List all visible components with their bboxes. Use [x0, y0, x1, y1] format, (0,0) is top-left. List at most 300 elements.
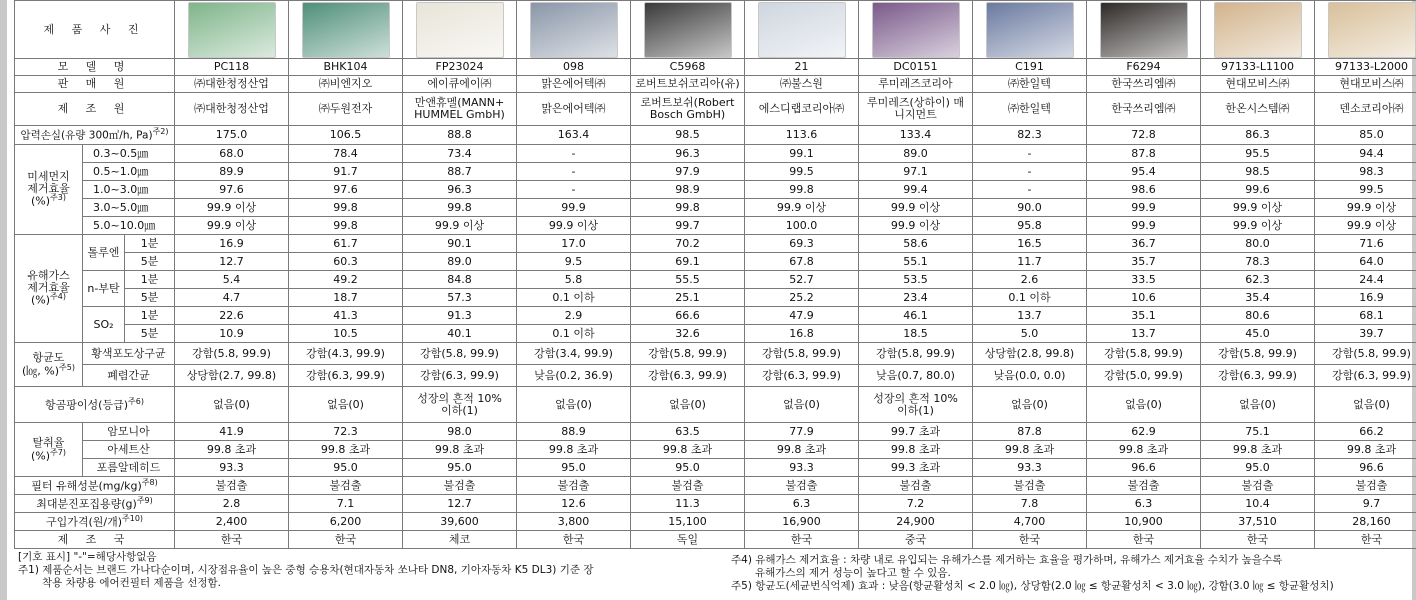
cell-deodor-0-1: 72.3: [289, 423, 403, 441]
cell-gas-2-10: 24.4: [1315, 271, 1416, 289]
cell-deodor-2-9: 95.0: [1201, 459, 1315, 477]
cell-country-6: 중국: [859, 531, 973, 549]
cell-price-5: 16,900: [745, 513, 859, 531]
cell-gas-2-8: 33.5: [1087, 271, 1201, 289]
cell-gas-4-3: 2.9: [517, 307, 631, 325]
table-row: [15, 181, 1416, 199]
cell-price-2: 39,600: [403, 513, 517, 531]
cell-dust-4-4: 99.7: [631, 217, 745, 235]
cell-mold-7: 없음(0): [973, 387, 1087, 423]
cell-deodor-0-7: 87.8: [973, 423, 1087, 441]
cell-dustcap-2: 12.7: [403, 495, 517, 513]
cell-gas-4-7: 13.7: [973, 307, 1087, 325]
cell-model-3: 098: [517, 59, 631, 76]
label-deodor-group: [15, 423, 83, 477]
label-harmful: [15, 477, 175, 495]
cell-dust-3-4: 99.8: [631, 199, 745, 217]
cell-gas-3-1: 18.7: [289, 289, 403, 307]
cell-deodor-2-2: 95.0: [403, 459, 517, 477]
cell-dust-1-2: 88.7: [403, 163, 517, 181]
cell-dust-1-4: 97.9: [631, 163, 745, 181]
dust-l3: (%): [31, 195, 51, 209]
cell-pressure-5: 113.6: [745, 126, 859, 145]
table-row: [15, 59, 1416, 76]
cell-anti-1-8: 강함(5.0, 99.9): [1087, 365, 1201, 387]
product-photo-7: [973, 1, 1087, 59]
cell-dust-0-8: 87.8: [1087, 145, 1201, 163]
cell-dust-3-5: 99.9 이상: [745, 199, 859, 217]
cell-deodor-1-2: 99.8 초과: [403, 441, 517, 459]
mold-title: 항곰팡이성(등급): [45, 398, 128, 412]
cell-gas-3-5: 25.2: [745, 289, 859, 307]
cell-dust-3-1: 99.8: [289, 199, 403, 217]
gas-l2: 제거효율: [27, 280, 70, 294]
cell-maker-10: 덴소코리아㈜: [1315, 93, 1416, 126]
label-maker: 제 조 원: [15, 93, 175, 126]
cell-deodor-1-5: 99.8 초과: [745, 441, 859, 459]
table-row: [15, 513, 1416, 531]
product-photo-5: [745, 1, 859, 59]
cell-anti-0-2: 강함(5.8, 99.9): [403, 343, 517, 365]
cell-maker-3: 맑은에어텍㈜: [517, 93, 631, 126]
cell-gas-3-6: 23.4: [859, 289, 973, 307]
label-gas-group: [15, 235, 83, 343]
cell-seller-6: 루미레즈코리아: [859, 76, 973, 93]
098-photo: [530, 2, 618, 58]
anti-l1: 항균도: [32, 351, 65, 365]
c5968-photo: [644, 2, 732, 58]
cell-anti-0-0: 강함(5.8, 99.9): [175, 343, 289, 365]
cell-price-0: 2,400: [175, 513, 289, 531]
cell-gas-1-0: 12.7: [175, 253, 289, 271]
cell-harmful-3: 불검출: [517, 477, 631, 495]
cell-gas-5-10: 39.7: [1315, 325, 1416, 343]
cell-dustcap-4: 11.3: [631, 495, 745, 513]
label-gas-2: SO₂: [83, 307, 125, 343]
cell-dust-3-0: 99.9 이상: [175, 199, 289, 217]
cell-maker-0: ㈜대한청정산업: [175, 93, 289, 126]
cell-deodor-0-5: 77.9: [745, 423, 859, 441]
gas-note: 주4): [50, 292, 66, 302]
table-row: [15, 93, 1416, 126]
cell-country-9: 한국: [1201, 531, 1315, 549]
label-dust-1: 0.5~1.0㎛: [83, 163, 175, 181]
table-row: [15, 423, 1416, 441]
cell-maker-6: 루미레즈(상하이) 매니지먼트: [859, 93, 973, 126]
cell-dust-2-8: 98.6: [1087, 181, 1201, 199]
cell-gas-5-5: 16.8: [745, 325, 859, 343]
cell-dust-3-8: 99.9: [1087, 199, 1201, 217]
note-legend: [기호 표시] "-"=해당사항없음: [18, 551, 157, 563]
cell-dust-0-5: 99.1: [745, 145, 859, 163]
note-1a: 주1) 제품순서는 브랜드 가나다순이며, 시장점유율이 높은 중형 승용차(현대자동차 쏘나타 DN8, 기아자동차 K5 DL3) 기준 장: [18, 564, 594, 577]
cell-dust-0-4: 96.3: [631, 145, 745, 163]
cell-gas-1-10: 64.0: [1315, 253, 1416, 271]
label-dust-4: 5.0~10.0㎛: [83, 217, 175, 235]
cell-gas-1-5: 67.8: [745, 253, 859, 271]
cell-model-5: 21: [745, 59, 859, 76]
cell-gas-5-2: 40.1: [403, 325, 517, 343]
cell-model-0: PC118: [175, 59, 289, 76]
cell-dust-2-7: -: [973, 181, 1087, 199]
cell-mold-3: 없음(0): [517, 387, 631, 423]
cell-dust-1-7: -: [973, 163, 1087, 181]
table-row: [15, 365, 1416, 387]
cell-gas-0-9: 80.0: [1201, 235, 1315, 253]
cell-model-10: 97133-L2000: [1315, 59, 1416, 76]
cell-deodor-2-0: 93.3: [175, 459, 289, 477]
cell-dustcap-10: 9.7: [1315, 495, 1416, 513]
cell-dust-2-5: 99.8: [745, 181, 859, 199]
label-dust-0: 0.3~0.5㎛: [83, 145, 175, 163]
cell-anti-1-10: 강함(6.3, 99.9): [1315, 365, 1416, 387]
cell-anti-1-5: 강함(6.3, 99.9): [745, 365, 859, 387]
cell-mold-5: 없음(0): [745, 387, 859, 423]
cell-dust-3-7: 90.0: [973, 199, 1087, 217]
cell-gas-1-2: 89.0: [403, 253, 517, 271]
cell-deodor-0-10: 66.2: [1315, 423, 1416, 441]
cell-gas-0-1: 61.7: [289, 235, 403, 253]
cell-anti-0-6: 강함(5.8, 99.9): [859, 343, 973, 365]
cell-model-2: FP23024: [403, 59, 517, 76]
label-gas-time-5: 5분: [125, 325, 175, 343]
cell-dust-4-3: 99.9 이상: [517, 217, 631, 235]
cell-dust-0-2: 73.4: [403, 145, 517, 163]
cell-gas-0-8: 36.7: [1087, 235, 1201, 253]
gas-l3: (%): [31, 294, 51, 308]
cell-mold-4: 없음(0): [631, 387, 745, 423]
product-photo-3: [517, 1, 631, 59]
cell-deodor-2-7: 93.3: [973, 459, 1087, 477]
c191-photo: [986, 2, 1074, 58]
cell-price-9: 37,510: [1201, 513, 1315, 531]
cell-gas-5-9: 45.0: [1201, 325, 1315, 343]
label-deodor-0: 암모니아: [83, 423, 175, 441]
cell-dust-4-2: 99.9 이상: [403, 217, 517, 235]
cell-dust-1-6: 97.1: [859, 163, 973, 181]
product-photo-1: [289, 1, 403, 59]
product-photo-2: [403, 1, 517, 59]
cell-harmful-7: 불검출: [973, 477, 1087, 495]
cell-dust-2-0: 97.6: [175, 181, 289, 199]
cell-seller-10: 현대모비스㈜: [1315, 76, 1416, 93]
label-gas-0: 톨루엔: [83, 235, 125, 271]
cell-dustcap-1: 7.1: [289, 495, 403, 513]
harmful-title: 필터 유해성분(mg/kg): [31, 479, 142, 493]
cell-deodor-1-8: 99.8 초과: [1087, 441, 1201, 459]
cell-dust-3-9: 99.9 이상: [1201, 199, 1315, 217]
cell-deodor-0-0: 41.9: [175, 423, 289, 441]
cell-harmful-6: 불검출: [859, 477, 973, 495]
cell-gas-3-0: 4.7: [175, 289, 289, 307]
cell-dust-1-5: 99.5: [745, 163, 859, 181]
label-dustcap: [15, 495, 175, 513]
cell-deodor-0-3: 88.9: [517, 423, 631, 441]
dust-l2: 제거효율: [27, 181, 70, 195]
f6294-photo: [1100, 2, 1188, 58]
label-dust-3: 3.0~5.0㎛: [83, 199, 175, 217]
cell-deodor-1-10: 99.8 초과: [1315, 441, 1416, 459]
cell-gas-1-8: 35.7: [1087, 253, 1201, 271]
dc0151-photo: [872, 2, 960, 58]
cell-dust-2-9: 99.6: [1201, 181, 1315, 199]
cell-dust-1-8: 95.4: [1087, 163, 1201, 181]
cell-anti-0-10: 강함(5.8, 99.9): [1315, 343, 1416, 365]
product-photo-0: [175, 1, 289, 59]
cell-dust-1-1: 91.7: [289, 163, 403, 181]
product-photo-6: [859, 1, 973, 59]
cell-pressure-2: 88.8: [403, 126, 517, 145]
dustcap-note: 주9): [136, 495, 153, 505]
cell-country-4: 독일: [631, 531, 745, 549]
cell-deodor-1-9: 99.8 초과: [1201, 441, 1315, 459]
table-row: [15, 387, 1416, 423]
dustcap-title: 최대분진포집용량(g): [36, 497, 137, 511]
cell-pressure-0: 175.0: [175, 126, 289, 145]
cell-gas-0-2: 90.1: [403, 235, 517, 253]
cell-dust-0-3: -: [517, 145, 631, 163]
cell-dust-3-3: 99.9: [517, 199, 631, 217]
table-row: [15, 145, 1416, 163]
cell-model-4: C5968: [631, 59, 745, 76]
cell-dust-2-4: 98.9: [631, 181, 745, 199]
label-gas-time-4: 1분: [125, 307, 175, 325]
cell-gas-2-9: 62.3: [1201, 271, 1315, 289]
anti-note: 주5): [59, 362, 75, 372]
cell-deodor-2-3: 95.0: [517, 459, 631, 477]
cell-pressure-9: 86.3: [1201, 126, 1315, 145]
cell-seller-3: 맑은에어텍㈜: [517, 76, 631, 93]
cell-mold-0: 없음(0): [175, 387, 289, 423]
cell-anti-0-3: 강함(3.4, 99.9): [517, 343, 631, 365]
price-note: 주10): [122, 513, 144, 523]
cell-gas-3-4: 25.1: [631, 289, 745, 307]
cell-pressure-10: 85.0: [1315, 126, 1416, 145]
cell-anti-1-9: 강함(6.3, 99.9): [1201, 365, 1315, 387]
cell-anti-0-5: 강함(5.8, 99.9): [745, 343, 859, 365]
cell-dustcap-8: 6.3: [1087, 495, 1201, 513]
cell-gas-2-5: 52.7: [745, 271, 859, 289]
note-5: 주5) 항균도(세균번식억제) 효과 : 낮음(항균활성치 < 2.0 ㏒), 상당함(2.0 ㏒ ≤ 항균활성치 < 3.0 ㏒), 강함(3.0 ㏒ ≤ 항균활성치): [731, 580, 1334, 593]
cell-model-6: DC0151: [859, 59, 973, 76]
cell-gas-4-8: 35.1: [1087, 307, 1201, 325]
cell-dust-4-0: 99.9 이상: [175, 217, 289, 235]
left-border: [0, 0, 7, 600]
cell-harmful-0: 불검출: [175, 477, 289, 495]
cell-deodor-1-6: 99.8 초과: [859, 441, 973, 459]
pressure-title: 압력손실: [20, 129, 62, 142]
cell-harmful-4: 불검출: [631, 477, 745, 495]
cell-anti-1-3: 낮음(0.2, 36.9): [517, 365, 631, 387]
cell-dustcap-0: 2.8: [175, 495, 289, 513]
cell-dust-4-6: 99.9 이상: [859, 217, 973, 235]
cell-anti-1-7: 낮음(0.0, 0.0): [973, 365, 1087, 387]
product-photo-4: [631, 1, 745, 59]
cell-pressure-1: 106.5: [289, 126, 403, 145]
cell-harmful-5: 불검출: [745, 477, 859, 495]
cell-country-2: 체코: [403, 531, 517, 549]
cell-harmful-8: 불검출: [1087, 477, 1201, 495]
cell-gas-4-0: 22.6: [175, 307, 289, 325]
table-row: [15, 126, 1416, 145]
cell-dust-3-6: 99.9 이상: [859, 199, 973, 217]
cell-deodor-0-8: 62.9: [1087, 423, 1201, 441]
cell-seller-8: 한국쓰리엠㈜: [1087, 76, 1201, 93]
product-photo-8: [1087, 1, 1201, 59]
cell-gas-3-7: 0.1 이하: [973, 289, 1087, 307]
label-deodor-1: 아세트산: [83, 441, 175, 459]
cell-maker-1: ㈜두원전자: [289, 93, 403, 126]
cell-seller-5: ㈜불스원: [745, 76, 859, 93]
cell-model-1: BHK104: [289, 59, 403, 76]
cell-seller-2: 에이큐에이㈜: [403, 76, 517, 93]
cell-deodor-0-6: 99.7 초과: [859, 423, 973, 441]
cell-mold-6: 성장의 흔적 10% 이하(1): [859, 387, 973, 423]
cell-deodor-2-10: 96.6: [1315, 459, 1416, 477]
cell-gas-0-10: 71.6: [1315, 235, 1416, 253]
cell-dust-1-0: 89.9: [175, 163, 289, 181]
dust-note: 주3): [50, 193, 66, 203]
cell-deodor-2-6: 99.3 초과: [859, 459, 973, 477]
cell-gas-2-6: 53.5: [859, 271, 973, 289]
cell-gas-5-8: 13.7: [1087, 325, 1201, 343]
cell-price-7: 4,700: [973, 513, 1087, 531]
table-row: [15, 531, 1416, 549]
cell-seller-1: ㈜비엔지오: [289, 76, 403, 93]
cell-dust-0-6: 89.0: [859, 145, 973, 163]
cell-dust-4-9: 99.9 이상: [1201, 217, 1315, 235]
cell-deodor-1-7: 99.8 초과: [973, 441, 1087, 459]
cell-model-9: 97133-L1100: [1201, 59, 1315, 76]
table-row: [15, 199, 1416, 217]
cell-maker-7: ㈜한일텍: [973, 93, 1087, 126]
table-row: [15, 495, 1416, 513]
cell-mold-1: 없음(0): [289, 387, 403, 423]
pc118-photo: [188, 2, 276, 58]
product-photo-10: [1315, 1, 1416, 59]
cell-gas-2-0: 5.4: [175, 271, 289, 289]
cell-deodor-1-3: 99.8 초과: [517, 441, 631, 459]
cell-pressure-3: 163.4: [517, 126, 631, 145]
deodor-l2: (%): [31, 449, 51, 463]
cell-price-1: 6,200: [289, 513, 403, 531]
cell-dust-1-3: -: [517, 163, 631, 181]
cell-gas-1-1: 60.3: [289, 253, 403, 271]
cell-dustcap-9: 10.4: [1201, 495, 1315, 513]
cell-anti-0-8: 강함(5.8, 99.9): [1087, 343, 1201, 365]
cell-pressure-4: 98.5: [631, 126, 745, 145]
cell-gas-4-6: 46.1: [859, 307, 973, 325]
cell-anti-0-1: 강함(4.3, 99.9): [289, 343, 403, 365]
note-4b: 유해가스의 제거 성능이 높다고 할 수 있음.: [755, 567, 951, 580]
label-price: [15, 513, 175, 531]
cell-dust-4-5: 100.0: [745, 217, 859, 235]
cell-gas-1-4: 69.1: [631, 253, 745, 271]
cell-dust-2-6: 99.4: [859, 181, 973, 199]
cell-gas-0-4: 70.2: [631, 235, 745, 253]
table-row: [15, 477, 1416, 495]
cell-dust-0-1: 78.4: [289, 145, 403, 163]
97133-l2000-photo: [1328, 2, 1416, 58]
cell-model-8: F6294: [1087, 59, 1201, 76]
cell-gas-2-7: 2.6: [973, 271, 1087, 289]
cell-dust-2-10: 99.5: [1315, 181, 1416, 199]
cell-dust-4-10: 99.9 이상: [1315, 217, 1416, 235]
cell-country-5: 한국: [745, 531, 859, 549]
cell-dust-0-0: 68.0: [175, 145, 289, 163]
cell-gas-1-9: 78.3: [1201, 253, 1315, 271]
cell-dustcap-6: 7.2: [859, 495, 973, 513]
cell-gas-1-3: 9.5: [517, 253, 631, 271]
cell-gas-1-7: 11.7: [973, 253, 1087, 271]
cell-harmful-9: 불검출: [1201, 477, 1315, 495]
cell-country-8: 한국: [1087, 531, 1201, 549]
deodor-l1: 탈취율: [32, 436, 65, 450]
fp23024-photo: [416, 2, 504, 58]
cell-gas-5-7: 5.0: [973, 325, 1087, 343]
cell-seller-4: 로버트보쉬코리아(유): [631, 76, 745, 93]
cell-dust-1-10: 98.3: [1315, 163, 1416, 181]
pressure-unit: (유량 300㎥/h, Pa): [61, 129, 153, 142]
cell-seller-7: ㈜한일텍: [973, 76, 1087, 93]
cell-mold-10: 없음(0): [1315, 387, 1416, 423]
cell-price-6: 24,900: [859, 513, 973, 531]
cell-country-10: 한국: [1315, 531, 1416, 549]
label-gas-time-2: 1분: [125, 271, 175, 289]
table-row: [15, 459, 1416, 477]
dust-l1: 미세먼지: [27, 170, 70, 184]
cell-anti-1-1: 강함(6.3, 99.9): [289, 365, 403, 387]
cell-gas-5-1: 10.5: [289, 325, 403, 343]
cell-anti-0-9: 강함(5.8, 99.9): [1201, 343, 1315, 365]
cell-country-0: 한국: [175, 531, 289, 549]
label-model: 모 델 명: [15, 59, 175, 76]
pressure-note: 주2): [152, 127, 169, 137]
label-dust-group: [15, 145, 83, 235]
cell-gas-4-9: 80.6: [1201, 307, 1315, 325]
product-photo-9: [1201, 1, 1315, 59]
cell-country-3: 한국: [517, 531, 631, 549]
table-row: [15, 271, 1416, 289]
cell-deodor-0-9: 75.1: [1201, 423, 1315, 441]
cell-dust-0-9: 95.5: [1201, 145, 1315, 163]
cell-dust-2-2: 96.3: [403, 181, 517, 199]
cell-dustcap-7: 7.8: [973, 495, 1087, 513]
cell-pressure-7: 82.3: [973, 126, 1087, 145]
label-gas-time-0: 1분: [125, 235, 175, 253]
cell-anti-1-4: 강함(6.3, 99.9): [631, 365, 745, 387]
table-row: [15, 289, 1416, 307]
label-gas-time-1: 5분: [125, 253, 175, 271]
cell-deodor-1-4: 99.8 초과: [631, 441, 745, 459]
cell-country-1: 한국: [289, 531, 403, 549]
cell-mold-9: 없음(0): [1201, 387, 1315, 423]
cell-mold-2: 성장의 흔적 10% 이하(1): [403, 387, 517, 423]
mold-note: 주6): [128, 396, 144, 406]
label-pressure: [15, 126, 175, 145]
cell-anti-1-0: 상당함(2.7, 99.8): [175, 365, 289, 387]
cell-price-10: 28,160: [1315, 513, 1416, 531]
cell-gas-5-0: 10.9: [175, 325, 289, 343]
table-row: [15, 307, 1416, 325]
cell-gas-4-1: 41.3: [289, 307, 403, 325]
gas-l1: 유해가스: [27, 269, 70, 283]
cell-country-7: 한국: [973, 531, 1087, 549]
cell-pressure-6: 133.4: [859, 126, 973, 145]
table-row: [15, 76, 1416, 93]
note-1b: 착용 차량용 에어컨필터 제품을 선정함.: [42, 577, 221, 590]
comparison-table: [14, 0, 1416, 549]
